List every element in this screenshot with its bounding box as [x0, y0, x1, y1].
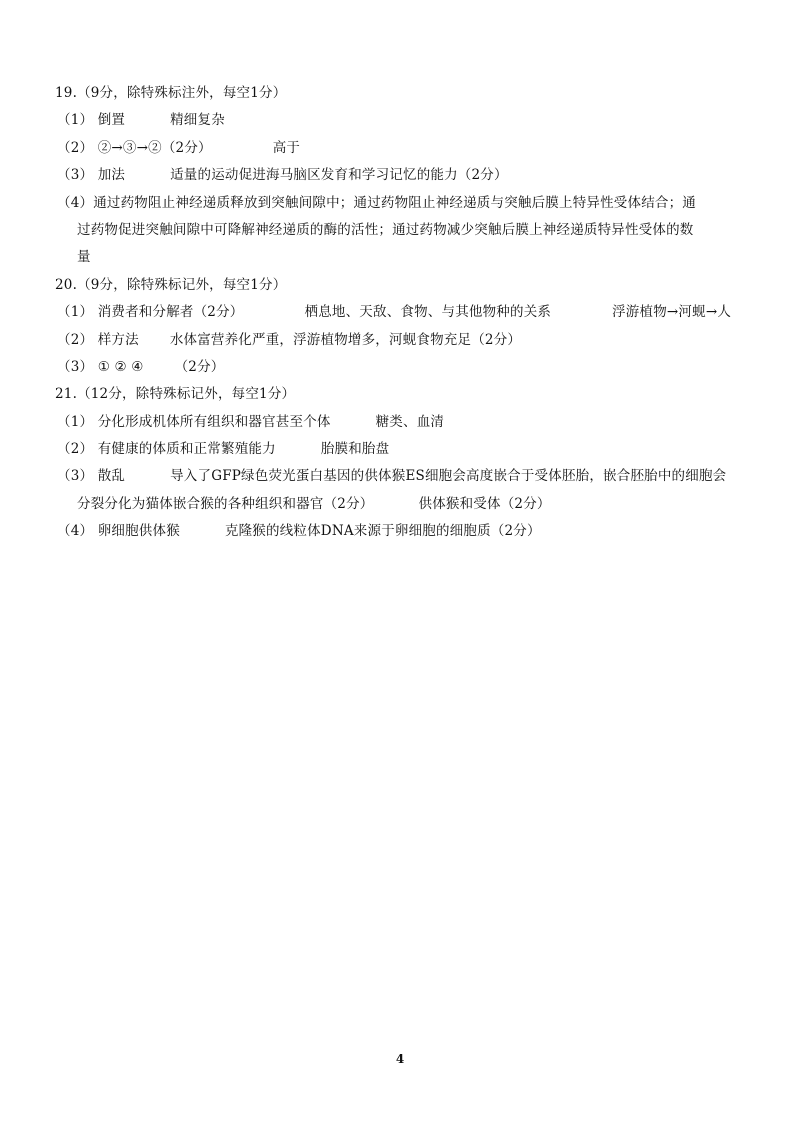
q19-part1-answer-b: 精细复杂 [170, 112, 225, 129]
q21-part2 [57, 436, 737, 463]
q20-part1 [57, 299, 737, 326]
q21-part2-answer-b: 胎膜和胎盘 [320, 441, 390, 458]
q20-part1-num: （1） [57, 304, 94, 321]
q21-part1 [57, 409, 737, 436]
q21-part4-answer-a: 卵细胞供体猴 [97, 523, 180, 540]
q20-title: 20.（9分，除特殊标记外，每空1分） [55, 276, 287, 293]
q20-part1-answer-b: 栖息地、天敌、食物、与其他物种的关系 [304, 304, 552, 321]
q20-part2-num: （2） [57, 331, 94, 348]
q21-part4-num: （4） [57, 523, 94, 540]
q19-part3-num: （3） [57, 167, 94, 184]
q19-part1 [57, 107, 737, 134]
q21-part3-line2 [57, 491, 737, 518]
q21-part3-answer-a: 散乱 [97, 468, 126, 485]
q21-title: 21.（12分，除特殊标记外，每空1分） [55, 386, 296, 403]
q20-part3-answer-b: （2分） [174, 358, 225, 375]
q21-part3-answer-c: 供体猴和受体（2分） [418, 495, 551, 512]
q19-part4-line2: 过药物促进突触间隙中可降解神经递质的酶的活性；通过药物减少突触后膜上神经递质特异性受体的数 [77, 221, 694, 238]
q21-part3-answer-b-line2: 分裂分化为猫体嵌合猴的各种组织和器官（2分） [77, 495, 374, 512]
q21-part1-answer-a: 分化形成机体所有组织和器官甚至个体 [97, 413, 331, 430]
q19-part3 [57, 162, 737, 189]
q19-part2 [57, 135, 737, 162]
q19-part3-answer-a: 加法 [97, 167, 126, 184]
q19-part1-num: （1） [57, 112, 94, 129]
q21-part1-num: （1） [57, 413, 94, 430]
page-number: 4 [395, 1052, 405, 1066]
q19-part4-line1 [57, 190, 737, 217]
q19-title: 19.（9分，除特殊标注外，每空1分） [55, 85, 287, 101]
q20-part2-answer-a: 样方法 [97, 331, 139, 348]
answer-content [57, 80, 737, 546]
q20-part1-answer-a: 消费者和分解者（2分） [97, 304, 244, 321]
q19-part4-text-line1: 通过药物阻止神经递质释放到突触间隙中；通过药物阻止神经递质与突触后膜上特异性受体结合；通 [93, 194, 697, 211]
q19-part4-line3: 量 [77, 249, 91, 266]
q20-part2-answer-b: 水体富营养化严重，浮游植物增多，河蚬食物充足（2分） [169, 331, 522, 348]
q20-part3 [57, 354, 737, 381]
q21-part3-line1 [57, 463, 737, 490]
q21-part2-num: （2） [57, 441, 94, 458]
q21-part4 [57, 518, 737, 545]
q20-part3-num: （3） [57, 358, 94, 375]
q19-part4-num: （4） [57, 194, 94, 211]
q20-part1-answer-c: 浮游植物→河蚬→人 [612, 304, 732, 321]
q20-part3-answer-a: ① ② ④ [97, 358, 144, 375]
q19-part2-num: （2） [57, 139, 94, 156]
q19-part1-answer-a: 倒置 [97, 112, 126, 129]
q21-part4-answer-b: 克隆猴的线粒体DNA来源于卵细胞的细胞质（2分） [224, 523, 541, 540]
q21-part1-answer-b: 糖类、血清 [375, 413, 445, 430]
q19-part2-answer-a: ②→③→②（2分） [97, 139, 212, 156]
q21-part2-answer-a: 有健康的体质和正常繁殖能力 [97, 441, 276, 458]
q21-part3-answer-b-line1: 导入了GFP绿色荧光蛋白基因的供体猴ES细胞会高度嵌合于受体胚胎，嵌合胚胎中的细胞会 [170, 468, 727, 485]
q20-part2 [57, 327, 737, 354]
q21-part3-num: （3） [57, 468, 94, 485]
q19-part3-answer-b: 适量的运动促进海马脑区发育和学习记忆的能力（2分） [170, 167, 508, 184]
q19-part2-answer-b: 高于 [272, 139, 301, 156]
